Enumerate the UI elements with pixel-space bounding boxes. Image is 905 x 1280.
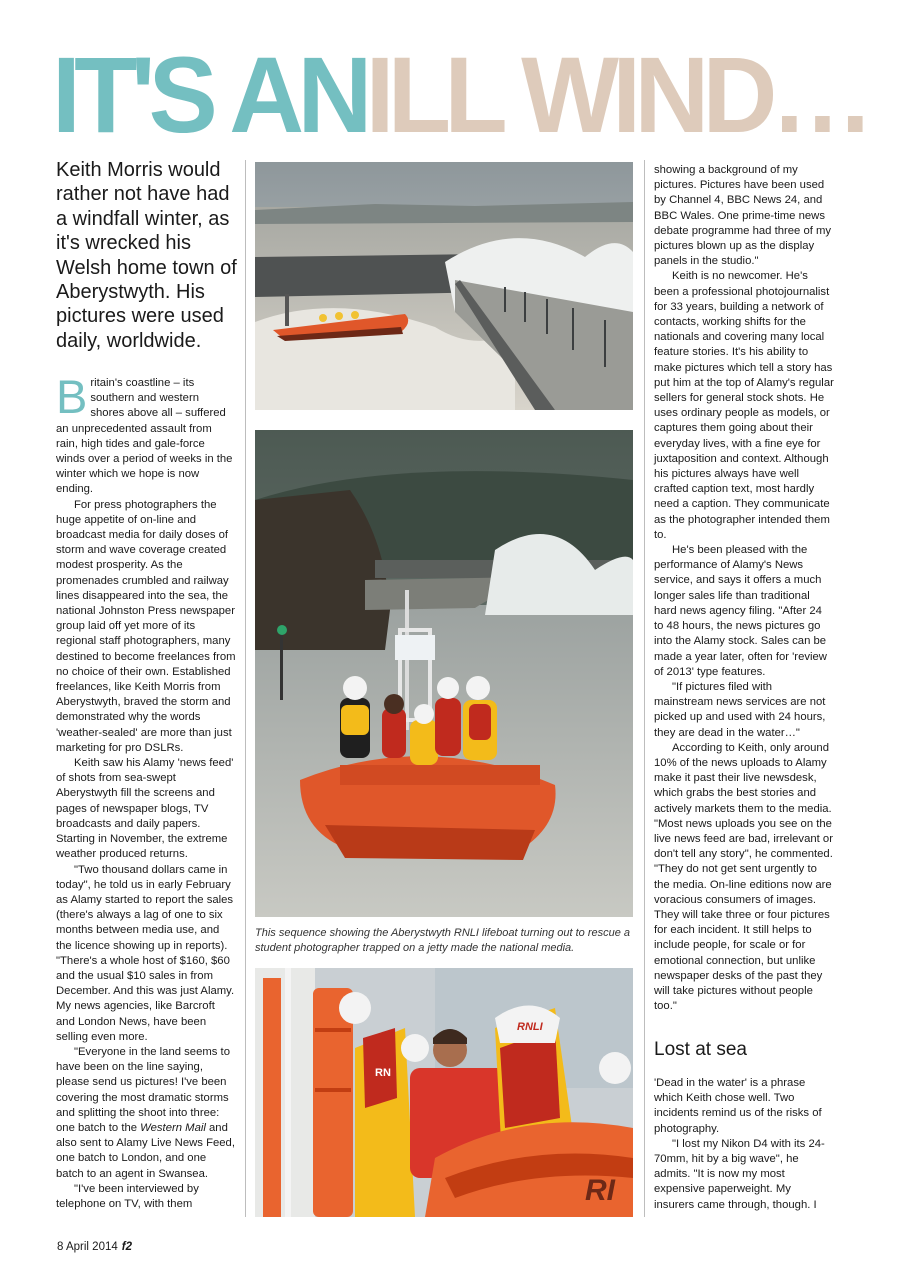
hull-lettering: RI	[585, 1174, 615, 1207]
paragraph: Britain's coastline – its southern and western shores above all – suffered an unprecedented assault from rain, high tides and gale-force winds over a period of weeks in the winter which we hope is now ending.	[56, 370, 233, 496]
paragraph: According to Keith, only around 10% of the news uploads to Alamy make it past their live newsdesk, which grabs the best stories and actively markets them to the media. "Most news uploads you see on the live news feed are bad, irrelevant or don't tell any story", he commented. "They do not get sent urgently to the media. On-line editions now are voracious consumers of images. They will take three or four pictures for each incident. It still helps to include people, for scale or for emotional connection, but unlike newspaper desks of the past they will take pictures without people too."	[654, 741, 833, 1013]
paragraph: "If pictures filed with mainstream news services are not picked up and used with 24 hours, they are dead in the water…"	[654, 680, 826, 739]
column-rule-left	[245, 160, 246, 1217]
article-column-right-continued	[654, 1076, 834, 1213]
paragraph: For press photographers the huge appetite of on-line and broadcast media for daily doses of storm and wave coverage created modest prosperity. As the promenades crumbled and railway lines disappeared into the sea, the national Johnston Press newspaper group laid off yet more of its regional staff photographers, many destined to become freelances from no choice of their own. Established freelances, like Keith Morris from Aberystwyth, braved the storm and demonstrated why the words 'weather-sealed' are more than just marketing for pro DSLRs.	[56, 498, 236, 754]
paragraph: Keith is no newcomer. He's been a professional photojournalist for 33 years, building a network of contacts, working shifts for the nationals and covering many local feature stories. It's his ability to make pictures which tell a story has put him at the top of Alamy's regular sellers for general stock shots. He uses ordinary people as models, or captures them going about their everyday lives, with a fine eye for juxtaposition and context. Although his pictures always have well crafted caption text, most hardly need a caption. They communicate as the photographer intended them to.	[654, 270, 834, 541]
column-rule-right	[644, 160, 645, 1217]
subheading: Lost at sea	[654, 1039, 747, 1060]
standfirst: Keith Morris would rather not have had a windfall winter, as it's wrecked his Welsh home town of Aberystwyth. His pictures were used daily, worldwide.	[56, 159, 237, 352]
helmet-rnli-text: RNLI	[517, 1021, 543, 1033]
page-number: 8	[57, 1241, 64, 1253]
issue-date: April 2014	[65, 1241, 118, 1253]
paragraph: "Two thousand dollars came in today", he told us in early February as Alamy started to report the sales (there's always a lag of one to six months between media use, and the licence showing up in reports). "There's a whole host of $160, $60 and the usual $10 sales in from December. And this was just Alamy. My news agencies, like Barcroft and London News, have been selling even more.	[56, 863, 235, 1043]
photo-lifeboat-crew	[255, 430, 633, 917]
paragraph: showing a background of my pictures. Pictures have been used by Channel 4, BBC News 24, and BBC Wales. One prime-time news debate programme had three of my pictures blown up as the display panels in the studio."	[654, 164, 832, 268]
paragraph: 'Dead in the water' is a phrase which Keith chose well. Two incidents remind us of the risks of photography.	[654, 1077, 822, 1135]
magazine-name: f2	[121, 1241, 132, 1253]
photo-storm-jetty	[255, 162, 633, 410]
photo-crew-closeup	[255, 968, 633, 1217]
paragraph: "I lost my Nikon D4 with its 24-70mm, hit by a big wave", he admits. "It is now my most expensive paperweight. My insurers came through, though. I	[654, 1137, 825, 1211]
photo-caption: This sequence showing the Aberystwyth RNLI lifeboat turning out to rescue a student photographer trapped on a jetty made the national media.	[255, 927, 631, 954]
page-folio	[57, 1239, 132, 1255]
paragraph: "I've been interviewed by telephone on TV, with them	[56, 1182, 199, 1210]
article-column-left	[56, 370, 236, 1212]
paragraph: He's been pleased with the performance of Alamy's News service, and says it offers a much longer sales life than traditional hard news agency filing. "After 24 to 48 hours, the news pictures go into the Alamy stock. Sales can be made a year later, often for 'review of 2013' type features.	[654, 544, 827, 678]
crew-badge-rn: RN	[375, 1067, 391, 1079]
headline-part-2: ILL WIND…	[365, 34, 868, 155]
paragraph: "Everyone in the land seems to have been on the line saying, please send us pictures! I've been covering the most dramatic storms and splitting the shoot into three: one batch to the Western Mail and also sent to Alamy Live News Feed, one batch to London, and one batch to an agent in Swansea.	[56, 1045, 235, 1180]
headline	[52, 34, 868, 155]
article-column-right	[654, 163, 834, 1014]
drop-cap: B	[56, 370, 88, 423]
headline-part-1: IT'S AN	[52, 34, 366, 155]
paragraph: Keith saw his Alamy 'news feed' of shots from sea-swept Aberystwyth fill the screens and pages of newspaper blogs, TV broadcasts and daily papers. Starting in November, the extreme weather produced returns.	[56, 757, 234, 861]
